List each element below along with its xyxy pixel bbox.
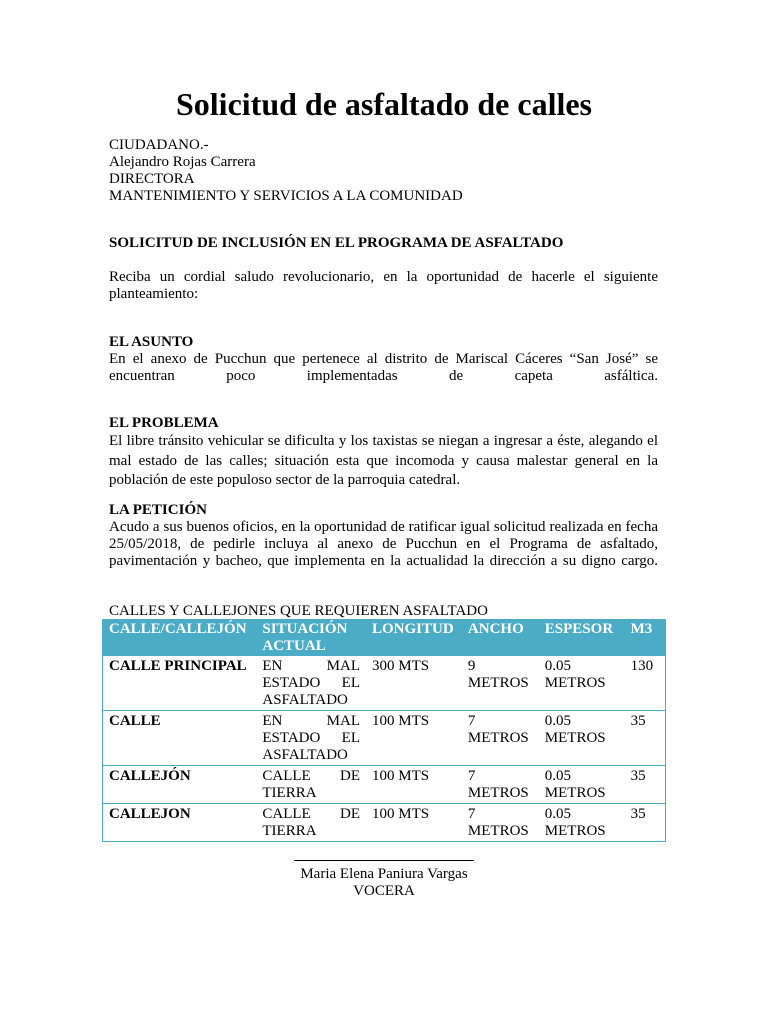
header-situacion: SITUACIÓN ACTUAL (256, 619, 366, 656)
recipient-role: DIRECTORA (109, 171, 195, 187)
header-calle: CALLE/CALLEJÓN (103, 619, 257, 656)
cell-calle: CALLE PRINCIPAL (109, 658, 247, 674)
table-row (103, 804, 666, 842)
cell-situacion: CALLE DE TIERRA (262, 806, 360, 839)
cell-longitud: 100 MTS (372, 713, 430, 729)
asunto-section (109, 334, 658, 385)
cell-m3: 35 (630, 768, 646, 784)
cell-longitud: 100 MTS (372, 806, 430, 822)
problema-section (109, 415, 658, 491)
signature-line (294, 846, 474, 861)
problema-heading: EL PROBLEMA (109, 415, 219, 431)
table-row (103, 656, 666, 711)
cell-ancho: 7 METROS (467, 768, 529, 801)
cell-m3: 35 (630, 806, 646, 822)
recipient-block (109, 137, 658, 205)
table-row (103, 766, 666, 804)
peticion-heading: LA PETICIÓN (109, 502, 207, 518)
peticion-text: Acudo a sus buenos oficios, en la oportunidad de ratificar igual solicitud realizada en fecha 25/05/2018, de pedirle incluya al anexo de Pucchun en el Programa de asfaltado, pavimentación y bacheo, que implementa en la actualidad la dirección a su digno cargo. (109, 519, 658, 569)
cell-espesor: 0.05 METROS (544, 806, 606, 839)
header-m3: M3 (625, 619, 666, 656)
cell-espesor: 0.05 METROS (544, 658, 606, 691)
document-title: Solicitud de asfaltado de calles (175, 86, 592, 122)
cell-calle: CALLEJON (109, 806, 191, 822)
header-longitud: LONGITUD (366, 619, 462, 656)
table-row (103, 711, 666, 766)
cell-longitud: 100 MTS (372, 768, 430, 784)
cell-m3: 35 (630, 713, 646, 729)
cell-situacion: EN MAL ESTADO EL ASFALTADO (262, 658, 360, 708)
cell-ancho: 7 METROS (467, 806, 529, 839)
cell-situacion: EN MAL ESTADO EL ASFALTADO (262, 713, 360, 763)
cell-ancho: 9 METROS (467, 658, 529, 691)
signer-role: VOCERA (353, 883, 415, 899)
peticion-section (109, 502, 658, 570)
asunto-text: En el anexo de Pucchun que pertenece al distrito de Mariscal Cáceres “San José” se encuentran poco implementadas de capeta asfáltica. (109, 351, 658, 384)
signature-block (220, 846, 548, 900)
cell-m3: 130 (630, 658, 654, 674)
asunto-heading: EL ASUNTO (109, 334, 194, 350)
cell-situacion: CALLE DE TIERRA (262, 768, 360, 801)
header-espesor: ESPESOR (539, 619, 625, 656)
streets-table (102, 619, 666, 842)
subject-line: SOLICITUD DE INCLUSIÓN EN EL PROGRAMA DE ASFALTADO (109, 235, 564, 251)
table-header-row (103, 619, 666, 656)
recipient-name: Alejandro Rojas Carrera (109, 154, 256, 170)
signer-name: Maria Elena Paniura Vargas (300, 866, 468, 882)
cell-calle: CALLE (109, 713, 161, 729)
cell-espesor: 0.05 METROS (544, 768, 606, 801)
problema-text: El libre tránsito vehicular se dificulta y los taxistas se niegan a ingresar a éste, alegando el mal estado de las calles; situación esta que incomoda y causa malestar general en la población de este populoso sector de la parroquia catedral. (109, 433, 658, 488)
cell-ancho: 7 METROS (467, 713, 529, 746)
recipient-department: MANTENIMIENTO Y SERVICIOS A LA COMUNIDAD (109, 188, 463, 204)
cell-longitud: 300 MTS (372, 658, 430, 674)
table-caption: CALLES Y CALLEJONES QUE REQUIEREN ASFALTADO (109, 603, 488, 619)
recipient-salutation: CIUDADANO.- (109, 137, 209, 153)
header-ancho: ANCHO (462, 619, 539, 656)
cell-espesor: 0.05 METROS (544, 713, 606, 746)
greeting-paragraph: Reciba un cordial saludo revolucionario, en la oportunidad de hacerle el siguiente planteamiento: (109, 269, 658, 302)
cell-calle: CALLEJÓN (109, 768, 191, 784)
